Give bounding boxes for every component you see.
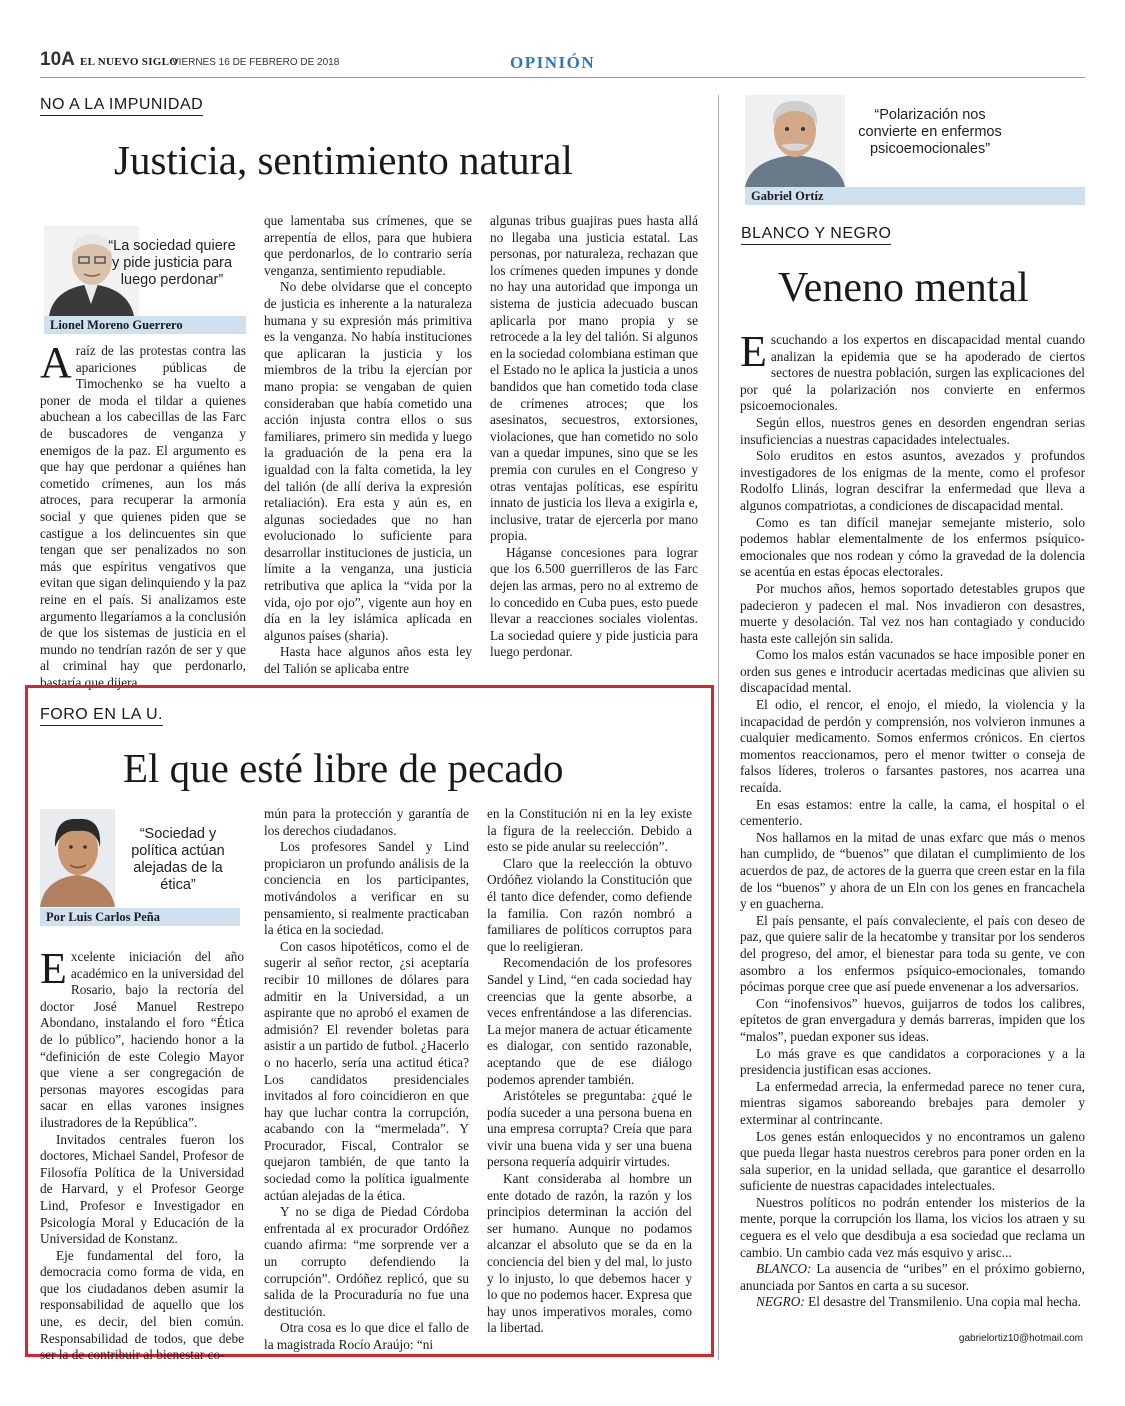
article1-paragraph: raíz de las protestas contra las apariciones públicas de Timochenko se ha vuelto a poner de moda el tildar a quienes abuchean a los cabecillas de las Farc de buscadores de venganza y enemigos de la paz. El argumento es que hay que perdonar a quiénes han cometido crímenes, aun los más atroces, para recuperar la armonía social y que quienes piden que se castigue a los delincuentes sin que tengan que ser penalizados no son más que espíritus vengativos que evitan que sigan delinquiendo y la paz reine en el país. Si analizamos este argumento llegaríamos a la conclusión de que los sistemas de justicia en el mundo no tendrían razón de ser y que al criminal hay que perdonarlo, bastaría que dijera <box>40 343 246 690</box>
article1-paragraph: No debe olvidarse que el concepto de justicia es inherente a la naturaleza humana y su expresión más primitiva es la venganza. No había instituciones que aplicaran la justicia y los miembros de la tribu la ejercían por mano propia: se vengaban de quien consideraban que había cometido una acción injusta contra ellos o sus familiares, primero sin medida y luego la graduación de la pena era la igualdad con la falta cometida, la ley del talión (de allí deriva la expresión retaliación). Era esta y aún es, en algunas sociedades que no han evolucionado lo suficiente para desarrollar instituciones de justicia, un límite a la venganza, una justicia retributiva que aplica la “vida por la vida, ojo por ojo”, vigente aun hoy en día en la ley islámica aplicada en algunos países (sharia). <box>264 279 472 643</box>
article1-kicker: NO A LA IMPUNIDAD <box>40 96 203 116</box>
article3-paragraph: Como es tan difícil manejar semejante misterio, solo podemos hablar elementalmente de los enfermos psíquico-emocionales que nos rodean y cómo la gravedad de la dolencia se acentúa en estas épocas electorales. <box>740 514 1085 580</box>
blanco-text: La ausencia de “uribes” en el próximo gobierno, anunciada por Santos en carta a su sucesor. <box>740 1261 1085 1293</box>
dropcap: E <box>40 944 67 993</box>
article3-paragraph: Como los malos están vacunados se hace imposible poner en orden sus genes e introducir acertadas medicinas que alivien su discapacidad mental. <box>740 647 1085 696</box>
article3-paragraph: Nuestros políticos no podrán entender los misterios de la mente, porque la corrupción los llama, los vicios los atraen y su ceguera es el velo que desdibuja a esa sociedad que reclama un cambio. Un cambio cada vez más esquivo y arisc... <box>740 1194 1085 1260</box>
article2-col1 <box>40 944 244 1363</box>
publication-date: VIERNES 16 DE FEBRERO DE 2018 <box>172 57 340 68</box>
article3-author: Gabriel Ortíz <box>745 187 1085 205</box>
article3-paragraph: Solo eruditos en estos asuntos, avezados y profundos investigadores de los enigmas de la mente, como el profesor Rodolfo Llinás, logran descifrar la enfermedad que lleva a algunos compatriotas, a condiciones de discapacidad mental. <box>740 448 1085 513</box>
article2-col3 <box>487 806 692 1349</box>
author-email: gabrielortiz10@hotmail.com <box>958 1333 1083 1344</box>
negro-note <box>740 1294 1085 1311</box>
article1-col1 <box>40 338 246 690</box>
article3-paragraph: Según ellos, nuestros genes en desorden engendran serias insuficiencias a nuestras capacidades intelectuales. <box>740 414 1085 447</box>
article2-kicker: FORO EN LA U. <box>40 706 163 726</box>
blanco-label: BLANCO: <box>756 1261 812 1277</box>
article1-paragraph: Háganse concesiones para lograr que los 6.500 guerrilleros de las Farc dejen las armas, pero no al extremo de lo concedido en Cuba pues, esto puede llevar a reacciones sociales violentas. La sociedad quiere y pide justicia para luego perdonar. <box>490 544 698 660</box>
dropcap: A <box>40 338 72 387</box>
article3-paragraph: Los genes están enloquecidos y no encontramos un galeno que pueda llegar hasta nuestros cerebros para poner orden en la sala superior, en la unidad sellada, que garantice el desarrollo suficiente de nuestras capacidades intelectuales. <box>740 1128 1085 1194</box>
page-number: 10A <box>40 49 75 70</box>
article3-paragraph: El país pensante, el país convaleciente, el país con deseo de paz, que quiere salir de la hecatombe y transitar por los senderos del progreso, del amor, el bienestar para toda su gente, ve con asombro a los enfermos psíquico-emocionales, tomando pócimas porque cree que así puede envenenar a los adversarios. <box>740 912 1085 995</box>
article1-paragraph: algunas tribus guajiras pues hasta allá no llegaba una justicia estatal. Las personas, por naturaleza, rechazan que los crímenes queden impunes y donde no hay una autoridad que imponga un sistema de justicia adecuado buscan aplicarla por mano propia y se retrocede a la ley del talión. Si algunos en la sociedad colombiana estiman que el Estado no le aplica la justicia a unos bandidos que han cometido toda clase de crímenes atroces; que los asesinatos, secuestros, extorsiones, violaciones, que han cometido no solo van a quedar impunes, sino que se les premia con curules en el Congreso y otras ventajas políticas, ese espíritu innato de justicia los lleva a exigirla e, inclusive, tratar de ejercerla por mano propia. <box>490 213 698 544</box>
article2-paragraph: Kant consideraba al hombre un ente dotado de razón, la razón y los principios determinan la acción del ser humano. Aunque no podamos alcanzar el absoluto que se da en la conciencia del bien y del mal, lo justo y lo injusto, lo que debemos hacer y lo que no podemos hacer. Expresa que hay unos imperativos morales, como la libertad. <box>487 1171 692 1336</box>
article1-author: Lionel Moreno Guerrero <box>44 316 246 334</box>
article2-paragraph: en la Constitución ni en la ley existe la figura de la reelección. Debido a esto se pide anular su reelección”. <box>487 806 692 855</box>
negro-text: El desastre del Transmilenio. Una copia mal hecha. <box>804 1294 1081 1310</box>
article2-paragraph: Con casos hipotéticos, como el de sugerir al señor rector, ¿si aceptaría recibir 10 millones de dólares para admitir en la Universidad, a un aspirante que no aprobó el examen de admisión? El revender boletas para asistir a un partido de futbol. ¿Hacerlo o no hacerlo, sería una actitud ética? Los candidatos presidenciales invitados al foro coincidieron en que hay que luchar contra la corrupción, acabando con la “mermelada”. Y Procurador, Fiscal, Contralor se quejaron también, de que tanto la sociedad como la política igualmente actúan alejadas de la ética. <box>264 938 469 1203</box>
article2-paragraph: Invitados centrales fueron los doctores, Michael Sandel, Profesor de Filosofía Política de la Universidad de Harvard, y el Profesor George Lind, Profesor e Investigador en Psicología Moral y Educación de la Universidad de Konstanz. <box>40 1131 244 1247</box>
article3-paragraph: Por muchos años, hemos soportado detestables grupos que padecieron y padecen el mal. Nos invadieron con desastres, muerte y desolación. Tal vez nos han contagiado y conducido hasta este callejón sin salida. <box>740 580 1085 646</box>
article3-kicker: BLANCO Y NEGRO <box>741 225 891 245</box>
article2-headline: El que esté libre de pecado <box>123 745 564 791</box>
article2-paragraph: Claro que la reelección la obtuvo Ordóñez violando la Constitución que él tanto dice defender, como defiende la familia. Con razón nombró a familiares de políticos corruptos para que lo reeligieran. <box>487 855 692 954</box>
column-divider <box>718 95 719 1360</box>
article2-paragraph: xcelente iniciación del año académico en la universidad del Rosario, bajo la rectoría del doctor José Manuel Restrepo Abondano, instalando el foro “Ética de lo público”, haciendo honor a la “definición de este Colegio Mayor que viene a ser congregación de personas mayores escogidas para sacar en ellas varones insignes ilustradores de la República”. <box>40 949 244 1130</box>
article2-paragraph: Eje fundamental del foro, la democracia como forma de vida, en que los ciudadanos deben asumir la responsabilidad de aquello que los une, es decir, del bien común. Responsabilidad de todos, que debe ser la de contribuir al bienestar co- <box>40 1247 244 1363</box>
dropcap: E <box>740 327 767 376</box>
article3-paragraph: El odio, el rencor, el enojo, el miedo, la violencia y la incapacidad de perdón y comprensión, nos volvieron inmunes a cualquier medicamento. Somos enfermos crónicos. En ciertos momentos reaccionamos, pero el menor twitter o conseja de falsos líderes, troleros o farsantes pastores, nos acarrea una recaída. <box>740 697 1085 796</box>
article3-paragraph: En esas estamos: entre la calle, la cama, el hospital o el cementerio. <box>740 796 1085 829</box>
article3-body <box>740 327 1085 1330</box>
article3-paragraph: scuchando a los expertos en discapacidad mental cuando analizan la epidemia que se ha apoderado de ciertos sectores de nuestra población, surgen las explicaciones del por qué la polarización nos convierte en enfermos psicoemocionales. <box>740 332 1085 414</box>
article1-col2 <box>264 213 472 679</box>
article2-paragraph: Aristóteles se preguntaba: ¿qué le podía suceder a una persona buena en una empresa corrupta? Creía que para vivir una buena vida y ser una buena persona requería adquirir virtudes. <box>487 1088 692 1170</box>
article1-col3 <box>490 213 698 679</box>
author-photo-gabriel <box>745 95 845 187</box>
article2-col2 <box>264 806 469 1352</box>
article1-headline: Justicia, sentimiento natural <box>114 137 573 183</box>
article1-paragraph: Hasta hace algunos años esta ley del Talión se aplicaba entre <box>264 644 472 677</box>
section-title: OPINIÓN <box>510 53 596 72</box>
article2-paragraph: mún para la protección y garantía de los derechos ciudadanos. <box>264 806 469 838</box>
article3-paragraph: Lo más grave es que candidatos a corporaciones y a la presidencia justifican esas acciones. <box>740 1045 1085 1078</box>
author-photo-luis <box>40 809 115 907</box>
article3-headline: Veneno mental <box>778 265 1029 311</box>
article2-quote: “Sociedad y política actúan alejadas de la ética” <box>131 826 225 893</box>
article2-paragraph: Otra cosa es lo que dice el fallo de la magistrada Rocío Araújo: “ni <box>264 1320 469 1352</box>
article2-author: Por Luis Carlos Peña <box>40 908 240 926</box>
negro-label: NEGRO: <box>756 1294 805 1310</box>
article3-paragraph: La enfermedad arrecia, la enfermedad parece no tener cura, mientras sigamos saboreando brebajes para demoler y exterminar al contrincante. <box>740 1078 1085 1127</box>
article3-paragraph: Con “inofensivos” huevos, guijarros de todos los calibres, epítetos de gran envergadura y demás barreras, impiden que los “malos”, puedan exponer sus ideas. <box>740 995 1085 1044</box>
article1-quote: “La sociedad quiere y pide justicia para luego perdonar” <box>108 238 236 288</box>
blanco-note <box>740 1261 1085 1294</box>
newspaper-name: EL NUEVO SIGLO <box>80 56 179 68</box>
article2-paragraph: Y no se diga de Piedad Córdoba enfrentada al ex procurador Ordóñez cuando afirma: “me sorprende ver a un corrupto defendiendo la corrupción”. Ordóñez replicó, que su salida de la Procuraduría no fue una destitución. <box>264 1204 469 1319</box>
article2-paragraph: Los profesores Sandel y Lind propiciaron un profundo análisis de la conciencia en los participantes, motivándolos a verificar en su pensamiento, si realmente practicaban la ética en la sociedad. <box>264 839 469 938</box>
article1-paragraph: que lamentaba sus crímenes, que se arrepentía de ellos, para que hubiera que perdonarlos, de lo contrario sería venganza, sentimiento repudiable. <box>264 213 472 278</box>
header-rule <box>40 77 1085 78</box>
article3-paragraph: Nos hallamos en la mitad de unas exfarc que más o menos han cumplido, de “buenos” que dilatan el cumplimiento de los acuerdos de paz, de actores de la guerra que creen estar en la fila de los “buenos” y ahora de un Eln con los genes en francachela y en guacherna. <box>740 829 1085 912</box>
article2-paragraph: Recomendación de los profesores Sandel y Lind, “en cada sociedad hay creencias que la gente absorbe, a veces enfrentándose a las diferencias. La mejor manera de actuar éticamente es dialogar, con sentido razonable, aceptando que de ese diálogo podemos aprender también. <box>487 955 692 1087</box>
article3-quote: “Polarización nos convierte en enfermos psicoemocionales” <box>858 107 1002 157</box>
